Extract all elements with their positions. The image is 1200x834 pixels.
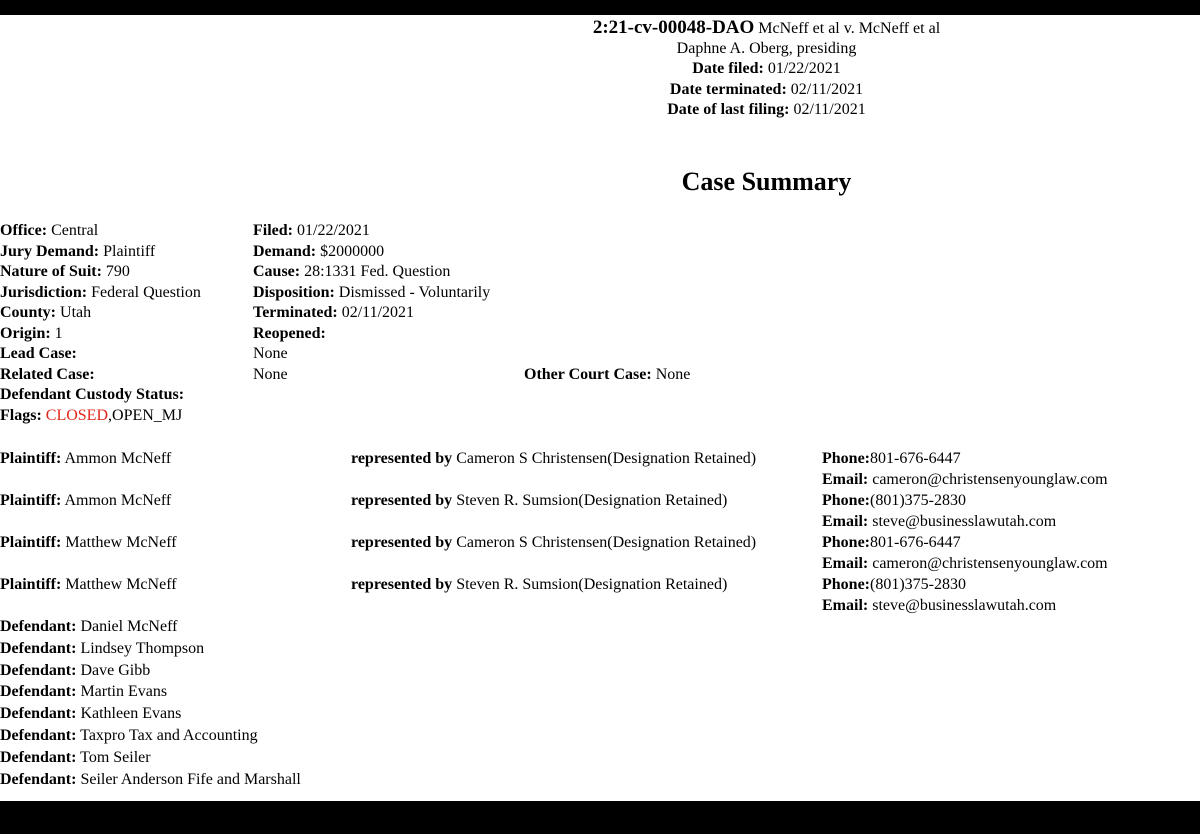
representation [351, 449, 756, 470]
defendant-row [0, 726, 258, 747]
summary-lead-case [0, 344, 77, 365]
defendant-row [0, 617, 177, 638]
summary-cause [253, 262, 450, 283]
summary-reopened [253, 324, 326, 345]
attorney-name: Steven R. Sumsion(Designation Retained) [456, 576, 728, 593]
plaintiff-party [0, 533, 177, 554]
summary-county [0, 303, 91, 324]
reopened-label: Reopened: [253, 324, 326, 342]
attorney-phone [822, 449, 961, 470]
date-last-filing-label: Date of last filing: [667, 101, 790, 118]
summary-office [0, 221, 98, 242]
phone-value: 801-676-6447 [870, 450, 961, 467]
represented-by-label: represented by [351, 576, 453, 593]
attorney-name: Cameron S Christensen(Designation Retained) [456, 450, 757, 467]
defendant-name: Lindsey Thompson [80, 639, 205, 657]
email-label: Email: [822, 513, 869, 530]
other-court-case-label: Other Court Case: [524, 365, 652, 383]
date-last-filing-value: 02/11/2021 [793, 101, 866, 118]
attorney-email [822, 470, 1108, 491]
attorney-phone [822, 533, 961, 554]
party-role: Plaintiff: [0, 534, 62, 551]
summary-demand [253, 242, 384, 263]
represented-by-label: represented by [351, 450, 453, 467]
summary-terminated [253, 303, 414, 324]
disposition-label: Disposition: [253, 283, 335, 301]
nature-of-suit-value: 790 [105, 263, 130, 280]
represented-by-label: represented by [351, 492, 453, 509]
cause-label: Cause: [253, 263, 301, 280]
date-filed-line [500, 59, 1033, 80]
page-title: Case Summary [681, 167, 852, 196]
represented-by-label: represented by [351, 534, 453, 551]
case-number-line [500, 18, 1033, 39]
date-filed-label: Date filed: [692, 60, 764, 77]
jurisdiction-label: Jurisdiction: [0, 283, 88, 301]
representation [351, 575, 727, 596]
phone-value: (801)375-2830 [870, 492, 966, 509]
date-filed-value: 01/22/2021 [767, 60, 841, 77]
lead-case-value: None [253, 345, 288, 362]
demand-value: $2000000 [320, 242, 385, 260]
email-label: Email: [822, 471, 869, 488]
party-name: Matthew McNeff [65, 576, 177, 593]
defendant-row [0, 704, 181, 725]
demand-label: Demand: [253, 242, 317, 260]
phone-label: Phone: [822, 534, 870, 551]
office-value: Central [51, 222, 99, 239]
defendant-label: Defendant: [0, 727, 77, 744]
defendant-name: Seiler Anderson Fife and Marshall [80, 770, 301, 788]
case-number: 2:21-cv-00048-DAO [592, 17, 755, 38]
defendant-label: Defendant: [0, 618, 77, 635]
phone-label: Phone: [822, 576, 870, 593]
email-value: steve@businesslawutah.com [872, 597, 1057, 614]
party-role: Plaintiff: [0, 576, 62, 593]
summary-related-case [0, 365, 95, 386]
defendant-name: Kathleen Evans [80, 705, 182, 723]
presiding-judge: Daphne A. Oberg, presiding [676, 39, 857, 57]
defendant-label: Defendant: [0, 770, 77, 788]
phone-value: 801-676-6447 [870, 534, 961, 551]
date-terminated-line [500, 80, 1033, 101]
filed-value: 01/22/2021 [297, 222, 370, 239]
party-name: Ammon McNeff [64, 492, 172, 509]
defendant-row [0, 639, 204, 660]
email-label: Email: [822, 555, 869, 572]
plaintiff-party [0, 575, 177, 596]
phone-label: Phone: [822, 450, 870, 467]
flag-closed: CLOSED [45, 406, 109, 424]
defendant-name: Dave Gibb [80, 661, 151, 679]
summary-flags [0, 406, 182, 427]
origin-value: 1 [54, 324, 63, 342]
defendant-label: Defendant: [0, 661, 77, 679]
attorney-email [822, 512, 1056, 533]
other-court-case-value: None [655, 365, 691, 383]
defendant-row [0, 770, 301, 791]
terminated-label: Terminated: [253, 304, 338, 321]
summary-disposition [253, 283, 490, 304]
party-role: Plaintiff: [0, 492, 62, 509]
summary-other-court-case [524, 365, 690, 386]
case-title: McNeff et al v. McNeff et al [758, 20, 941, 37]
date-terminated-value: 02/11/2021 [790, 80, 864, 98]
case-header [500, 18, 1033, 121]
attorney-name: Steven R. Sumsion(Designation Retained) [456, 492, 728, 509]
summary-nature-of-suit [0, 262, 130, 283]
custody-status-label: Defendant Custody Status: [0, 386, 185, 403]
party-name: Ammon McNeff [64, 450, 172, 467]
defendant-label: Defendant: [0, 639, 77, 657]
bottom-black-bar [0, 801, 1200, 834]
summary-filed [253, 221, 370, 242]
attorney-name: Cameron S Christensen(Designation Retained) [456, 534, 757, 551]
defendant-row [0, 748, 151, 769]
party-name: Matthew McNeff [65, 534, 177, 551]
summary-jury-demand [0, 242, 155, 263]
defendant-name: Tom Seiler [80, 748, 151, 766]
defendant-row [0, 682, 167, 703]
defendant-name: Taxpro Tax and Accounting [80, 727, 258, 744]
defendant-row [0, 661, 150, 682]
office-label: Office: [0, 222, 48, 239]
terminated-value: 02/11/2021 [341, 304, 415, 321]
filed-label: Filed: [253, 222, 293, 239]
email-label: Email: [822, 597, 869, 614]
top-black-bar [0, 0, 1200, 15]
representation [351, 491, 727, 512]
phone-value: (801)375-2830 [870, 576, 966, 593]
related-case-label: Related Case: [0, 365, 95, 383]
summary-origin [0, 324, 63, 345]
plaintiff-party [0, 449, 171, 470]
plaintiff-party [0, 491, 171, 512]
email-value: cameron@christensenyounglaw.com [872, 471, 1108, 488]
cause-value: 28:1331 Fed. Question [304, 263, 451, 280]
defendant-label: Defendant: [0, 748, 77, 766]
flag-open-mj: ,OPEN_MJ [108, 406, 183, 424]
county-value: Utah [60, 304, 92, 321]
origin-label: Origin: [0, 324, 51, 342]
email-value: cameron@christensenyounglaw.com [872, 555, 1108, 572]
phone-label: Phone: [822, 492, 870, 509]
representation [351, 533, 756, 554]
jury-demand-label: Jury Demand: [0, 242, 100, 260]
nature-of-suit-label: Nature of Suit: [0, 263, 102, 280]
defendant-name: Martin Evans [80, 683, 168, 701]
lead-case-label: Lead Case: [0, 345, 77, 362]
email-value: steve@businesslawutah.com [872, 513, 1057, 530]
date-terminated-label: Date terminated: [669, 80, 787, 98]
defendant-name: Daniel McNeff [80, 618, 178, 635]
party-role: Plaintiff: [0, 450, 62, 467]
flags-label: Flags: [0, 406, 42, 424]
jury-demand-value: Plaintiff [103, 242, 156, 260]
attorney-email [822, 554, 1108, 575]
defendant-label: Defendant: [0, 683, 77, 701]
attorney-phone [822, 491, 966, 512]
related-case-value: None [253, 365, 288, 383]
jurisdiction-value: Federal Question [91, 283, 201, 301]
attorney-email [822, 596, 1056, 617]
summary-jurisdiction [0, 283, 201, 304]
date-last-filing-line [500, 100, 1033, 121]
defendant-label: Defendant: [0, 705, 77, 723]
county-label: County: [0, 304, 57, 321]
disposition-value: Dismissed - Voluntarily [338, 283, 491, 301]
attorney-phone [822, 575, 966, 596]
summary-custody-status [0, 385, 184, 406]
